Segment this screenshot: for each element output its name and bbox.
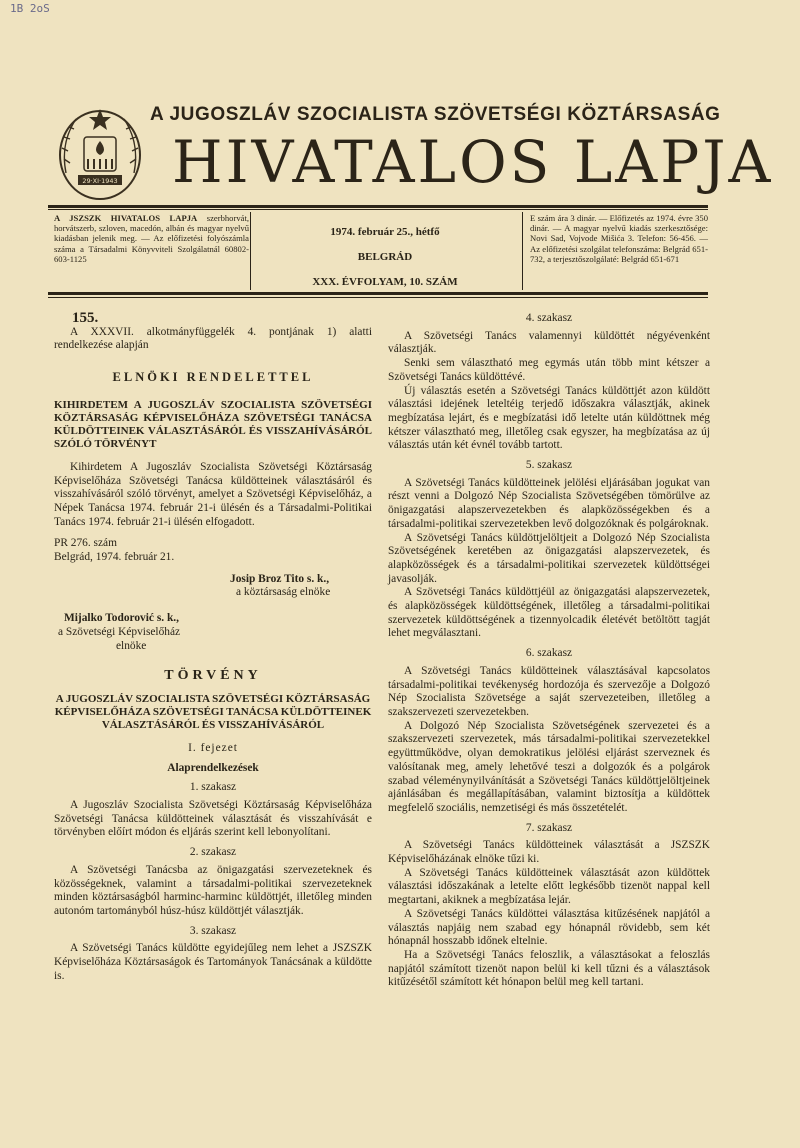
signature-2-role: a Szövetségi Képviselőház	[58, 625, 181, 638]
section-5-paragraph-2: A Szövetségi Tanács küldöttjelöltjeit a Dolgozó Nép Szocialista Szövetségének keretében az önigazgatási alapszervezetek, és alapközösségek és a társadalmi-politikai szervezetek küldöttségei javasolják.	[388, 531, 710, 585]
decree-heading: ELNÖKI RENDELETTEL	[112, 370, 314, 385]
issue-volume: XXX. ÉVFOLYAM, 10. SZÁM	[312, 276, 458, 288]
emblem-date: 29·XI·1943	[82, 177, 118, 185]
document-number: 155.	[72, 310, 99, 326]
left-column	[54, 312, 372, 984]
masthead-rule-top-thin	[48, 209, 708, 210]
info-divider-left	[250, 212, 251, 290]
info-left-lead: A JSZSZK HIVATALOS LAPJA	[54, 213, 198, 223]
info-right-text: E szám ára 3 dinár. — Előfizetés az 1974. évre 350 dinár. — A magyar nyelvű kiadás szerkesztősége: Novi Sad, Vojvode Mišića 3. Telefon: 56-456. — Az előfizetési szolgálat telefonszáma: Belgrád 651-732, a terjesztőszolgálaté: Belgrád 651-671	[530, 213, 708, 264]
section-6-paragraph-1: A Szövetségi Tanács küldötteinek választásával kapcsolatos társadalmi-politikai tevékenység hordozója és szervezője a Dolgozó Nép Szocialista Szövetsége a saját szervezeteiben, illetőleg a szakszervezeti szervezetekben.	[388, 664, 710, 718]
info-divider-right	[522, 212, 523, 290]
law-heading: TÖRVÉNY	[164, 668, 262, 684]
info-left	[54, 213, 249, 264]
signature-1-role: a köztársaság elnöke	[236, 586, 331, 599]
section-4-paragraph-3: Új választás esetén a Szövetségi Tanács küldöttjét azon küldött választási idejének leteltéig terjedő időszakra választják, akinek megbízatása lejárt, és e megbízatási idő letelte után küldöttnek még kétszer választható meg, illetőleg csak egyszer, ha megbízatása az új választás után két évnél tovább tartott.	[388, 384, 710, 452]
section-5-paragraph-1: A Szövetségi Tanács küldötteinek jelölési eljárásában jogukat van részt venni a Dolgozó Nép Szocialista Szövetségében tömörülve az önigazgatási alapszervezetekben és alapközösségekben és a társadalmi-politikai szervezetekben levő dolgozóknak és polgároknak.	[388, 476, 710, 530]
section-5-label: 5. szakasz	[525, 459, 573, 472]
chapter-label: I. fejezet	[188, 741, 238, 754]
section-7-label: 7. szakasz	[525, 821, 573, 834]
masthead-rule-bottom-thin	[48, 297, 708, 298]
section-7-paragraph-2: A Szövetségi Tanács küldötteinek választását azon küldöttek választási időszakának a letelte előtt legkésőbb tizenöt nappal kell megtartani, akiknek a megbízatása lejár.	[388, 866, 710, 907]
masthead-supertitle: A JUGOSZLÁV SZOCIALISTA SZÖVETSÉGI KÖZTÁRSASÁG	[150, 104, 721, 125]
section-3-label: 3. szakasz	[189, 924, 237, 937]
corner-handwritten-note: 1B 2oS	[10, 2, 50, 15]
chapter-title: Alaprendelkezések	[167, 761, 259, 774]
issue-date: 1974. február 25., hétfő	[330, 226, 440, 238]
promulgation-text: Kihirdetem A Jugoszláv Szocialista Szövetségi Köztársaság Képviselőháza Szövetségi Tanácsa küldötteinek választásáról és visszahívásáról szóló törvényt, amelyet a Szövetségi Képviselőház, a Népek Tanácsa 1974. február 21-i ülésén és a Társadalmi-Politikai Tanács 1974. február 21-i ülésén elfogadott.	[54, 460, 372, 528]
signature-2-role-line2: elnöke	[116, 639, 147, 652]
section-4-paragraph-1: A Szövetségi Tanács valamennyi küldöttét négyévenként választják.	[388, 329, 710, 356]
section-5-paragraph-3: A Szövetségi Tanács küldöttjéül az önigazgatási alapszervezetek, és alapközösségek küldöttségének, illetőleg a társadalmi-politikai szervezetek küldöttségének a tizennyolcadik életévét betöltött tagját lehet megválasztani.	[388, 586, 710, 640]
section-7-paragraph-3: A Szövetségi Tanács küldöttei választása kitűzésének napjától a választás napjáig nem szabad egy hónapnál rövidebb, sem két hónapnál hosszabb időnek eltelnie.	[388, 907, 710, 948]
place-date: Belgrád, 1974. február 21.	[54, 551, 175, 564]
section-6-paragraph-2: A Dolgozó Nép Szocialista Szövetségének szervezetei és a szakszervezeti szervezetek, más társadalmi-politikai szervezetekkel együttműködve, olyan demokratikus jelölési eljárást szerveznek és valósítanak meg, amely lehetővé teszi a dolgozók és a polgárok szabad véleménynyilvánítását a Szövetségi Tanács küldöttjelöltjeinek ajánlásában és megállapításában, valamint biztosítja a küldöttek megfelelő szociális, nemzetiségi és más összetételét.	[388, 719, 710, 814]
signature-1-name: Josip Broz Tito s. k.,	[230, 572, 330, 585]
right-column	[388, 312, 710, 990]
state-emblem-icon	[56, 103, 144, 203]
masthead-title: HIVATALOS LAPJA	[172, 128, 774, 196]
signature-2-name: Mijalko Todorović s. k.,	[64, 612, 179, 625]
info-left-text: szerbhorvát, horvátszerb, szloven, macedón, albán és magyar nyelvű kiadásban jelenik meg. — Az előfizetési folyószámla száma a Társadalmi Könyvviteli Szolgálatnál 60802-603-1125	[54, 213, 249, 264]
section-4-label: 4. szakasz	[525, 312, 573, 324]
info-middle	[252, 220, 518, 295]
section-4-paragraph-2: Senki sem választható meg egymás után több mint kétszer a Szövetségi Tanács küldöttévé.	[388, 357, 710, 383]
section-7-paragraph-1: A Szövetségi Tanács küldötteinek választását a JSZSZK Képviselőházának elnöke tűzi ki.	[388, 839, 710, 866]
section-6-label: 6. szakasz	[525, 647, 573, 660]
section-7-paragraph-4: Ha a Szövetségi Tanács feloszlik, a választásokat a feloszlás napjától számított tizenöt napon belül ki kell tűzni és a választások kitűzésétől számított két hónapon belül meg kell tartani.	[388, 948, 710, 989]
promulgation-title: KIHIRDETEM A JUGOSZLÁV SZOCIALISTA SZÖVETSÉGI KÖZTÁRSASÁG KÉPVISELŐHÁZA SZÖVETSÉGI TANÁCSA KÜLDÖTTEINEK VÁLASZTÁSÁRÓL ÉS VISSZAHÍVÁSÁRÓL SZÓLÓ TÖRVÉNYT	[54, 398, 372, 450]
law-title: A JUGOSZLÁV SZOCIALISTA SZÖVETSÉGI KÖZTÁRSASÁG KÉPVISELŐHÁZA SZÖVETSÉGI TANÁCSA KÜLDÖTTEINEK VÁLASZTÁSÁRÓL ÉS VISSZAHÍVÁSÁRÓL	[54, 692, 372, 731]
pr-number: PR 276. szám	[54, 537, 117, 550]
masthead-rule-bottom	[48, 292, 708, 295]
masthead-rule-top	[48, 205, 708, 208]
section-1-text: A Jugoszláv Szocialista Szövetségi Köztársaság Képviselőháza Szövetségi Tanácsa küldötteinek választását és visszahívását e törvényben előírt módon és eljárás szerint kell lebonyolítani.	[54, 799, 372, 839]
issue-city: BELGRÁD	[357, 251, 413, 263]
section-1-label: 1. szakasz	[189, 781, 237, 794]
section-2-label: 2. szakasz	[189, 846, 237, 859]
section-3-text: A Szövetségi Tanács küldötte egyidejűleg nem lehet a JSZSZK Képviselőháza Köztársaságok és Tartományok Tanácsának a küldötte is.	[54, 942, 372, 982]
intro-text: A XXXVII. alkotmányfüggelék 4. pontjának 1) alatti rendelkezése alapján	[54, 325, 372, 352]
section-2-text: A Szövetségi Tanácsba az önigazgatási szervezeteknek és közösségeknek, valamint a társadalmi-politikai szervezeteknek minden köztársaságból harminc-harminc küldöttjét, illetőleg minden autonóm tartományból húsz-húsz küldöttjét választják.	[54, 863, 372, 917]
